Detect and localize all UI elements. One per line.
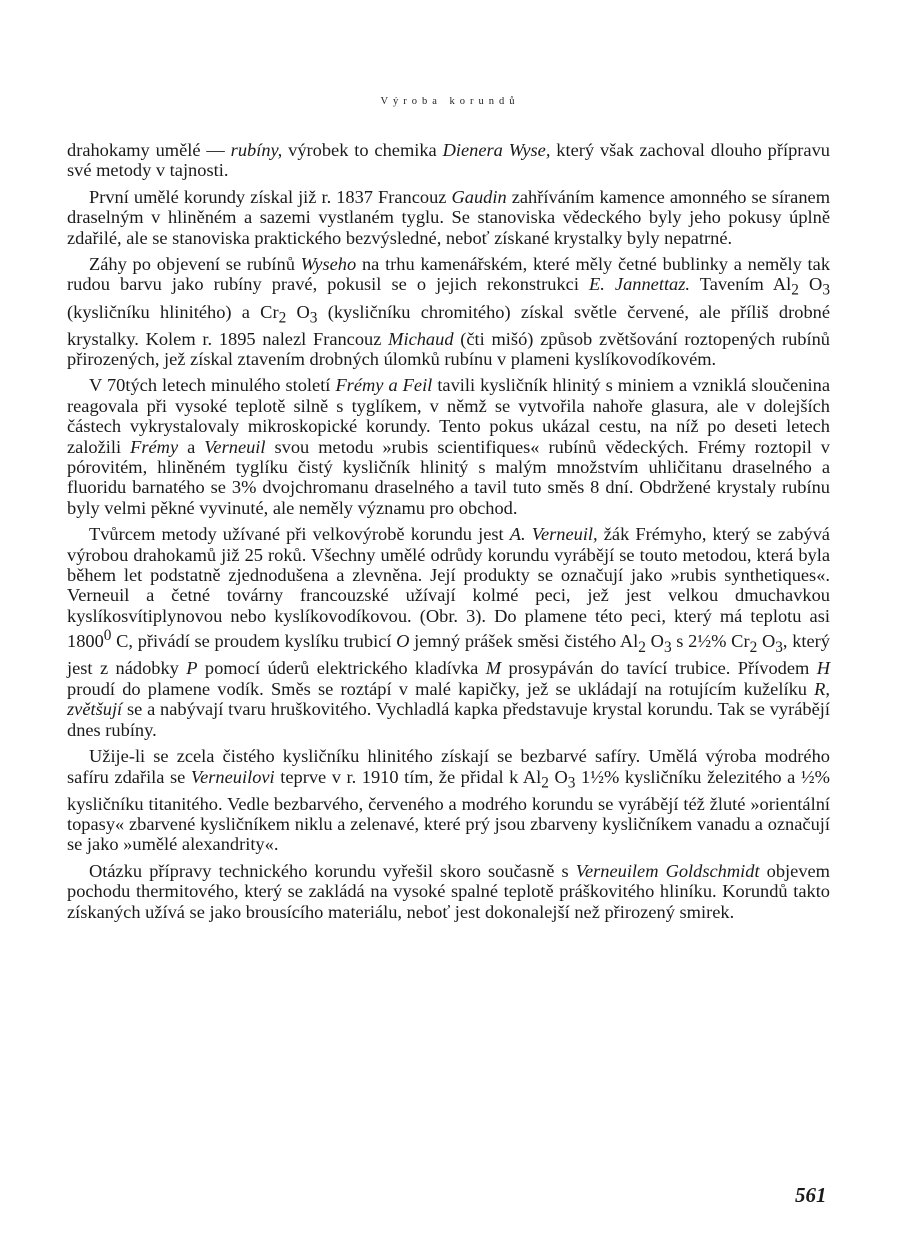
text-run: E. Jannettaz. <box>589 274 691 295</box>
text-run: 3 <box>775 639 783 657</box>
text-run: 2 <box>638 639 646 657</box>
text-run: Wyseho <box>300 254 357 275</box>
text-run: Verneuil <box>204 436 266 457</box>
text-run: Záhy po objevení se rubínů <box>89 254 301 275</box>
text-run: výrobek to chemika <box>282 140 443 160</box>
paragraph <box>67 746 830 855</box>
text-run: tavili kysličník hlinitý s miniem a vzniklá sloučenina reagovala při vysoké teplotě silně s tyglíkem, v němž se vytvořila nahoře glasura, ale v dolejších částech vykrystalovaly mikroskopické korundy. Tento pokus ukázal cestu, na níž po deseti letech založili <box>67 375 830 457</box>
text-run: objevem pochodu thermitového, který se zakládá na vysoké spalné teplotě práškovitého hliníku. Korundů takto získaných užívá se jako brousícího materiálu, neboť jest dokonalejší než přirozený smirek. <box>67 860 830 922</box>
text-run: P <box>186 658 198 679</box>
text-run: Frémy a Feil <box>335 375 433 396</box>
text-run: se a nabývají tvaru hruškovitého. Vychladlá kapka představuje krystal korundu. Tak se vyrábějí dnes rubíny. <box>67 699 830 740</box>
text-run: prosypáván do tavící trubice. Přívodem <box>501 658 817 679</box>
text-run: R, zvětšují <box>67 678 830 720</box>
text-run: na trhu kamenářském, které měly četné bublinky a neměly tak rudou barvu jako rubíny pravé, pokusil se o jejich rekonstrukci <box>67 254 831 295</box>
text-run: pomocí úderů elektrického kladívka <box>197 658 486 679</box>
text-run: zahříváním kamence amonného se síranem draselným v hliněném a sazemi vystlaném tyglu. Se stanoviska vědeckého byly jeho pokusy úplně zdařilé, ale se stanoviska praktického bezvýsledné, neboť získané krystalky byly nepatrné. <box>67 186 831 248</box>
text-run: svou metodu »rubis scientifiques« rubínů vědeckých. Frémy roztopil v pórovitém, hliněném tyglíku čistý kysličník hlinitý s malým množstvím uhličitanu draselného a fluoridu barnatého se 3% dvojchromanu draselného a tavil tuto směs 8 dní. Obdržené krystaly rubínu byly velmi pěkné vyvinuté, ale neměly významu pro obchod. <box>67 436 830 518</box>
text-run: Michaud <box>388 328 454 349</box>
text-run: 2 <box>791 282 799 300</box>
text-run: O <box>286 301 310 322</box>
text-run: V 70tých letech minulého století <box>89 375 336 396</box>
paragraph <box>67 375 830 518</box>
text-run: Otázku přípravy technického korundu vyřešil skoro současně s <box>89 860 576 881</box>
text-run: 3 <box>309 309 318 327</box>
text-run: 0 <box>103 627 112 645</box>
text-run: drahokamy umělé — <box>67 140 231 160</box>
paragraph <box>67 254 830 369</box>
text-run: O <box>548 766 568 787</box>
text-run: (kysličníku hlinitého) a Cr <box>67 301 279 322</box>
text-run: (čti mišó) způsob zvětšování roztopených rubínů přirozených, jež získal ztavením drobných úlomků rubínu v plameni kyslíkovodíkovém. <box>67 328 830 369</box>
running-header: Výroba korundů <box>380 96 520 107</box>
text-run: Gaudin <box>451 186 507 207</box>
text-run: Užije-li se zcela čistého kysličníku hlinitého získají se bezbarvé safíry. Umělá výroba modrého safíru zdařila se <box>67 746 830 787</box>
text-run: Verneuilem Goldschmidt <box>575 860 760 881</box>
paragraph <box>67 140 830 181</box>
body-text <box>67 140 830 928</box>
text-run: teprve v r. 1910 tím, že přidal k Al <box>274 766 542 787</box>
text-run: který však zachoval dlouho přípravu své metody v tajnosti. <box>67 140 830 181</box>
text-run: , který jest z nádobky <box>67 631 830 679</box>
page-number: 561 <box>795 1183 827 1207</box>
text-run: 1½% kysličníku železitého a ½% kysličníku titanitého. Vedle bezbarvého, červeného a modrého korundu se vyrábějí též žluté »orientální topasy« zbarvené kysličníkem niklu a zelenavé, které prý jsou zbarveny kysličníkem vanadu a označují se jako »umělé alexandrity«. <box>67 766 830 855</box>
text-run: Tavením Al <box>690 274 792 295</box>
text-run: jemný prášek směsi čistého Al <box>409 631 639 652</box>
text-run: 3 <box>822 282 830 300</box>
text-run: O <box>798 274 823 295</box>
text-run: O <box>645 631 664 652</box>
text-run: Tvůrcem metody užívané při velkovýrobě korundu jest <box>89 524 510 545</box>
text-run: a <box>178 436 205 457</box>
paragraph <box>67 187 830 248</box>
text-run: 3 <box>567 774 576 792</box>
text-run: M <box>485 658 502 679</box>
text-run: 2 <box>541 774 549 792</box>
text-run: A. Verneuil, <box>509 524 598 545</box>
text-run: Verneuilovi <box>190 766 275 787</box>
text-run: 2 <box>278 309 287 327</box>
text-run: žák Frémyho, který se zabývá výrobou drahokamů již 25 roků. Všechny umělé odrůdy korundu vyrábějí se touto metodou, která byla během let podstatně zjednodušena a zlevněna. Její produkty se označují jako »rubis synthetiques«. Verneuil a četné továrny francouzské užívají kolmé peci, jež jest velkou dmuchavkou kyslíkosvítiplynovou nebo kyslíkovodíkovou. (Obr. 3). Do plamene této peci, který má teplotu asi 1800 <box>67 524 830 652</box>
text-run: s 2½% Cr <box>671 631 750 652</box>
text-run: Dienera Wyse, <box>442 140 551 160</box>
paragraph <box>67 524 830 740</box>
text-run: C, přivádí se proudem kyslíku trubicí <box>111 631 397 652</box>
text-run: rubíny, <box>230 140 283 160</box>
text-run: O <box>757 631 776 652</box>
text-run: Frémy <box>130 436 179 457</box>
text-run: O <box>396 631 410 652</box>
text-run: 3 <box>663 639 672 657</box>
text-run: H <box>816 658 830 679</box>
text-run: (kysličníku chromitého) získal světle červené, ale příliš drobné krystalky. Kolem r. 1895 nalezl Francouz <box>67 301 830 349</box>
text-run: proudí do plamene vodík. Směs se roztápí v malé kapičky, jež se ukládají na rotujícím kuželíku <box>67 678 815 699</box>
paragraph <box>67 861 830 922</box>
text-run: První umělé korundy získal již r. 1837 Francouz <box>89 186 452 207</box>
text-run: 2 <box>749 639 758 657</box>
